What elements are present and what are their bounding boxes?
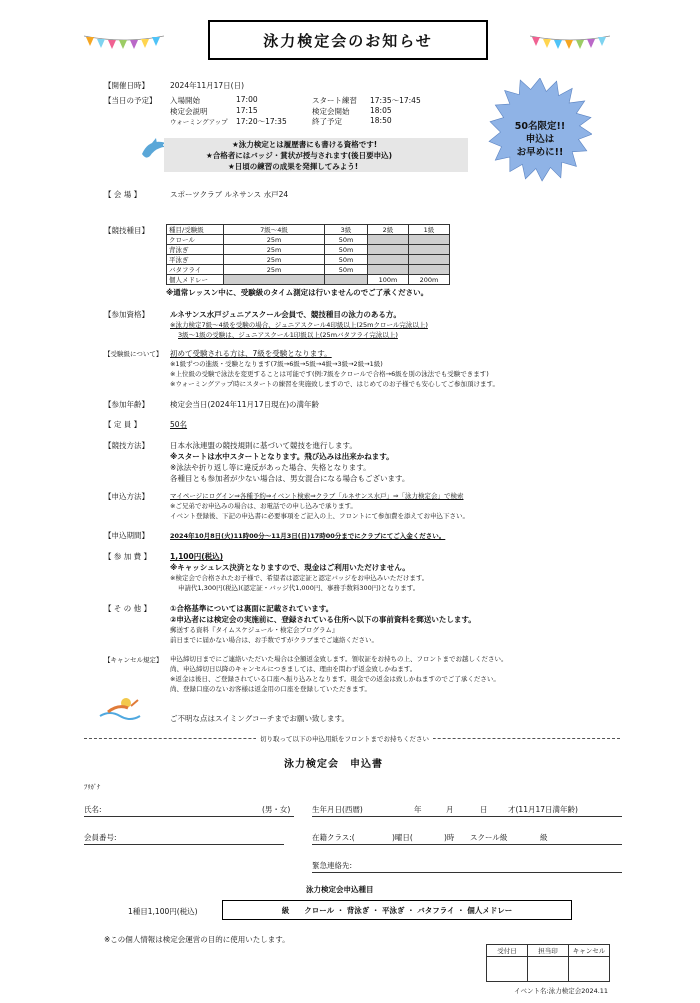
office-cell: [528, 957, 569, 982]
starburst-line: お早めに!!: [516, 147, 564, 158]
month-label: 月: [446, 805, 454, 814]
name-field[interactable]: [84, 816, 294, 817]
schedule-time: 18:50: [370, 116, 392, 125]
eligibility-label: 【参加資格】: [104, 310, 149, 319]
schedule-item: スタート練習: [312, 96, 357, 105]
cut-note: 切り取って以下の申込用紙をフロントまでお持ちください: [256, 734, 433, 743]
bunting-right-decoration: [530, 34, 610, 54]
other-label: 【 そ の 他 】: [104, 604, 152, 613]
table-cell: [368, 265, 409, 275]
cancel-line: 尚、登録口座のないお客様は返金用の口座を登録していただきます。: [170, 685, 371, 693]
schedule-time: 17:20～17:35: [236, 117, 287, 126]
rules-line: ※泳法や折り返し等に違反があった場合、失格となります。: [170, 463, 371, 472]
form-footer: イベント名:泳力検定会2024.11: [514, 987, 609, 995]
cancel-line: ※返金は後日、ご登録されている口座へ振り込みとなります。現金での返金は致しかねますのでご了承ください。: [170, 675, 500, 683]
schedule-time: 17:00: [236, 95, 258, 104]
table-cell: [224, 275, 325, 285]
price-label: 1種目1,100円(税込): [128, 907, 198, 916]
emergency-label: 緊急連絡先:: [312, 861, 353, 870]
table-row: [167, 275, 450, 285]
table-cell: [368, 245, 409, 255]
age-field-label: 才(11月17日満年齢): [508, 805, 578, 814]
table-header: 7級～4級: [224, 225, 325, 235]
period-value: 2024年10月8日(火)11時00分～11月3日(日)17時00分までにクラブにてご入金ください。: [170, 532, 446, 540]
day-label: 日: [480, 805, 488, 814]
table-cell: 平泳ぎ: [167, 255, 224, 265]
office-cell: [487, 957, 528, 982]
rules-label: 【競技方法】: [104, 441, 149, 450]
other-line: 郵送する資料『タイムスケジュール・検定会プログラム』: [170, 626, 339, 634]
table-cell: 25m: [224, 265, 325, 275]
apply-label: 【申込方法】: [104, 492, 149, 501]
events-form-title: 泳力検定会申込種目: [306, 885, 374, 894]
intro-line: ★合格者にはバッジ・賞状が授与されます(後日要申込): [206, 151, 393, 160]
office-header: 担当印: [528, 945, 569, 957]
cancel-line: 尚、申込締切日以降のキャンセルにつきましては、理由を問わず返金致しかねます。: [170, 665, 417, 673]
class-label: 在籍クラス:(: [312, 833, 355, 842]
furigana-label: ﾌﾘｶﾞﾅ: [84, 783, 101, 791]
contact-text: ご不明な点はスイミングコーチまでお願い致します。: [170, 714, 349, 723]
member-no-field[interactable]: [84, 844, 284, 845]
swimmer-icon: [98, 694, 142, 724]
table-cell: [325, 275, 368, 285]
schedule-item: 検定会説明: [170, 107, 208, 116]
table-cell: 50m: [325, 235, 368, 245]
period-label: 【申込期間】: [104, 531, 149, 540]
starburst-line: 申込は: [525, 134, 555, 145]
table-cell: 200m: [409, 275, 450, 285]
member-no-label: 会員番号:: [84, 833, 117, 842]
other-line: ②申込者には検定会の実施前に、登録されている住所へ以下の事前資料を郵送いたします。: [170, 615, 476, 624]
apply-line: イベント登録後、下記の申込書に必要事項をご記入の上、フロントにて参加費を添えてお申込下さい。: [170, 512, 469, 520]
table-row: [167, 265, 450, 275]
intro-line: ★日頃の練習の成果を発揮してみよう!: [228, 162, 359, 171]
office-header: 受付日: [487, 945, 528, 957]
rules-line: 日本水泳連盟の競技規則に基づいて競技を進行します。: [170, 441, 357, 450]
rules-line: ※スタートは水中スタートとなります。飛び込みは出来かねます。: [170, 452, 394, 461]
year-label: 年: [414, 805, 422, 814]
table-cell: 25m: [224, 235, 325, 245]
school-grade-label: スクール級: [470, 833, 508, 842]
apply-line: マイページにログイン⇒各種予約⇒イベント検索⇒クラブ「ルネサンス水戸」⇒「泳力検定会」で検索: [170, 492, 464, 500]
fee-line: ※検定会で合格されたお子様で、希望者は認定証と認定バッジをお申込みいただけます。: [170, 574, 429, 582]
table-header: 2級: [368, 225, 409, 235]
fee-label: 【 参 加 費 】: [104, 552, 152, 561]
table-cell: [409, 235, 450, 245]
table-cell: 50m: [325, 255, 368, 265]
class-field[interactable]: [312, 844, 622, 845]
schedule-time: 18:05: [370, 106, 392, 115]
other-line: 前日までに届かない場合は、お手数ですがクラブまでご連絡ください。: [170, 636, 378, 644]
events-note: ※通常レッスン中に、受験級のタイム測定は行いませんのでご了承ください。: [166, 288, 429, 297]
table-cell: 50m: [325, 245, 368, 255]
cancel-line: 申込締切日までにご連絡いただいた場合は全額返金致します。領収証をお持ちの上、フロントまでお越しください。: [170, 655, 508, 663]
grades-line: ※上位級の受験で泳法を変更することは可能です(例:7級をクロールで合格→6級を別の泳法でも受験できます): [170, 370, 489, 378]
grade-label: 級: [540, 833, 548, 842]
schedule-label: 【当日の予定】: [104, 96, 157, 105]
events-table: [166, 224, 450, 285]
weekday-label: )曜日(: [392, 833, 413, 842]
office-use-table: [486, 944, 610, 982]
cancel-label: 【キャンセル規定】: [104, 656, 163, 664]
schedule-time: 17:15: [236, 106, 258, 115]
table-row: [167, 235, 450, 245]
starburst-text: [498, 120, 582, 159]
capacity-label: 【 定 員 】: [104, 420, 142, 429]
schedule-item: ウォーミングアップ: [170, 118, 228, 126]
fee-line: ※キャッシュレス決済となりますので、現金はご利用いただけません。: [170, 563, 410, 572]
birth-label: 生年月日(西暦): [312, 805, 363, 814]
table-cell: [409, 255, 450, 265]
table-cell: 50m: [325, 265, 368, 275]
eligibility-line: ※泳力検定7級～4級を受験の場合、ジュニアスクール4印級以上(25mクロール完泳以上): [170, 321, 428, 329]
schedule-time: 17:35～17:45: [370, 96, 421, 105]
table-cell: [409, 245, 450, 255]
table-cell: バタフライ: [167, 265, 224, 275]
privacy-note: ※この個人情報は検定会運営の目的に使用いたします。: [104, 935, 290, 944]
office-cell: [569, 957, 610, 982]
schedule-item: 検定会開始: [312, 107, 350, 116]
table-cell: 25m: [224, 255, 325, 265]
grades-label: 【受験級について】: [104, 350, 163, 358]
venue-label: 【 会 場 】: [104, 190, 142, 199]
capacity-value: 50名: [170, 420, 188, 429]
eligibility-line: ルネサンス水戸ジュニアスクール会員で、競技種目の泳力のある方。: [170, 310, 401, 319]
grades-line: ※ウォーミングアップ時にスタートの練習を実施致しますので、はじめてのお子様でも安心してご参加頂けます。: [170, 380, 499, 388]
table-cell: 100m: [368, 275, 409, 285]
table-cell: 25m: [224, 245, 325, 255]
birth-field[interactable]: [312, 816, 622, 817]
table-cell: 個人メドレー: [167, 275, 224, 285]
form-title: 泳力検定会 申込書: [284, 759, 383, 770]
table-row: [167, 245, 450, 255]
date-label: 【開催日時】: [104, 81, 149, 90]
fee-line: 申請代1,300円(税込)(認定証・バッジ代1,000円、事務手数料300円)となります。: [178, 584, 420, 592]
events-selection-box[interactable]: 級 クロール ・ 背泳ぎ ・ 平泳ぎ ・ バタフライ ・ 個人メドレー: [222, 900, 572, 920]
eligibility-line: 3級～1級の受験は、ジュニアスクール1印級以上(25mバタフライ完泳以上): [178, 331, 398, 339]
emergency-field[interactable]: [312, 872, 622, 873]
table-cell: [368, 235, 409, 245]
venue-value: スポーツクラブ ルネサンス 水戸24: [170, 190, 289, 199]
page-title: 泳力検定会のお知らせ: [208, 20, 488, 60]
events-label: 【競技種目】: [104, 226, 149, 235]
age-label: 【参加年齢】: [104, 400, 149, 409]
grades-line: ※1級ずつの進級・受験となります(7級→6級→5級→4級→3級→2級→1級): [170, 360, 383, 368]
schedule-item: 終了予定: [312, 117, 342, 126]
table-header: 1級: [409, 225, 450, 235]
apply-line: ※ご兄弟でお申込みの場合は、お電話での申し込みで承ります。: [170, 502, 357, 510]
office-header: キャンセル: [569, 945, 610, 957]
schedule-item: 入場開始: [170, 96, 200, 105]
table-cell: [368, 255, 409, 265]
table-cell: [409, 265, 450, 275]
bunting-left-decoration: [84, 34, 164, 54]
gender-label: (男・女): [262, 805, 291, 814]
rules-line: 各種目とも参加者が少ない場合は、男女混合になる場合もございます。: [170, 474, 410, 483]
table-header: 3級: [325, 225, 368, 235]
other-line: ①合格基準については裏面に記載されています。: [170, 604, 334, 613]
table-cell: クロール: [167, 235, 224, 245]
date-value: 2024年11月17日(日): [170, 81, 245, 90]
table-row: [167, 255, 450, 265]
intro-line: ★泳力検定とは履歴書にも書ける資格です!: [232, 140, 378, 149]
name-label: 氏名:: [84, 805, 102, 814]
grades-line: 初めて受験される方は、7級を受験となります。: [170, 349, 332, 358]
table-header: 種目/受験級: [167, 225, 224, 235]
age-value: 検定会当日(2024年11月17日現在)の満年齢: [170, 400, 320, 409]
hour-label: )時: [444, 833, 455, 842]
starburst-line: 50名限定!!: [514, 121, 566, 132]
table-cell: 背泳ぎ: [167, 245, 224, 255]
fee-line: 1,100円(税込): [170, 552, 224, 561]
